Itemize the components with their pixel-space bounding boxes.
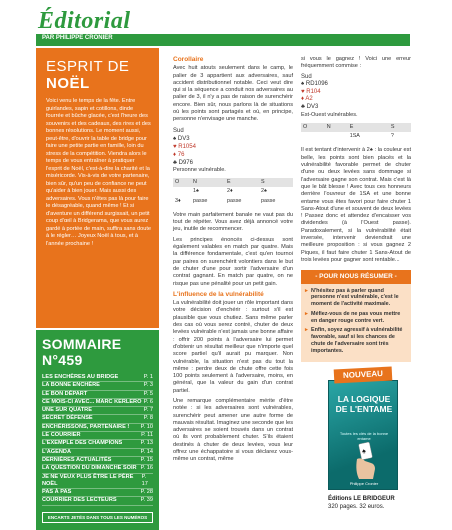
toc-item[interactable] xyxy=(42,432,153,440)
summary-box xyxy=(301,270,411,361)
byline: PAR PHILIPPE CRONIER xyxy=(42,35,113,41)
toc-page: P. 14 xyxy=(140,448,153,455)
article-column-right xyxy=(301,56,411,362)
toc-page: P. 1 xyxy=(143,374,153,380)
article-column-middle xyxy=(173,56,293,467)
toc-label: LES ENCHÈRES AU BRIDGE xyxy=(42,374,119,380)
intro-title-bold: NOËL xyxy=(46,75,90,92)
toc-item[interactable] xyxy=(42,497,153,505)
toc-item[interactable] xyxy=(42,474,153,490)
auction-header: E xyxy=(348,123,389,132)
toc-item[interactable] xyxy=(42,391,153,399)
bridge-hand xyxy=(301,74,411,112)
toc-page: P. 39 xyxy=(140,497,153,504)
auction-cell: 2♠ xyxy=(260,188,267,195)
toc-item[interactable] xyxy=(42,449,153,457)
toc-item[interactable] xyxy=(42,415,153,423)
toc-item[interactable] xyxy=(42,465,153,473)
sommaire-title xyxy=(42,336,153,368)
hand-holding-card-icon xyxy=(351,441,379,481)
issue-number: N°459 xyxy=(42,352,83,368)
toc-label: CE MOIS-CI AVEC... MARC KERLERO xyxy=(42,398,142,405)
auction-cell xyxy=(301,132,325,141)
toc-label: UNE SUR QUATRE xyxy=(42,407,92,414)
intro-text: Voici venu le temps de la fête. Entre guirlandes, sapin et cotillons, dinde fourrée et bûche glacée, c'est l'heure des souvenirs et des cadeaux, des rires et des bonnes résolutions. Le moment aussi, peut-être, d'ouvrir la table de bridge pour faire une petite partie en famille, loin du stress de la compétition. Viendra alors le temps de vous entraîner à pratiquer l'esprit de Noël, c'est-à-dire la charité et la miséricorde. Vis-à-vis de votre partenaire, bien sûr, qu'un peu de confiance ne peut qu'aider à bien jouer. Mais aussi des adversaires. Vous n'êtes pas là pour faire le désagréable, quand même ! Et si d'aventure un différend surgissait, un petit coup d'œil à Bridgerama, que vous aurez gardé à portée de main, suffira sans doute à le régler… Joyeux Noël à tous, et à l'année prochaine ! xyxy=(46,98,152,247)
auction-cell: passe xyxy=(193,197,208,204)
auction-cell: passe xyxy=(260,197,276,204)
toc-label: LE COURRIER xyxy=(42,432,81,439)
summary-item: ▸ Méfiez-vous de ne pas vous mettre en danger rouge contre vert. xyxy=(305,311,407,325)
toc-label: JE NE VEUX PLUS ÊTRE LE PÈRE NOËL xyxy=(42,473,134,487)
auction-header: O xyxy=(173,178,191,187)
summary-item: ▸ N'hésitez pas à parler quand personne n'est vulnérable, c'est le moment de l'activité maximale. xyxy=(305,288,407,308)
toc-label: LA BONNE ENCHÈRE xyxy=(42,382,100,389)
paragraph: Une remarque complémentaire mérite d'être notée : si les adversaires sont vulnérables, surenchérir peut amener une autre forme de mauvais résultat. Imaginez une seconde que les adversaires se soient trouvés dans un contrat où ils vont probablement chuter. S'ils étaient destinés à chuter de deux levées, vous leur offrez une échappatoire si vous déclarez vous-même un contrat, même xyxy=(173,397,293,463)
toc-page: P. 8 xyxy=(143,415,153,422)
toc-page: P. 6 xyxy=(143,398,153,405)
toc-list xyxy=(42,374,153,506)
summary-item: ▸ Enfin, soyez agressif à vulnérabilité favorable, sauf si les chances de chute de l'adversaire sont très importantes. xyxy=(305,327,407,354)
table-of-contents xyxy=(36,330,159,530)
page-title: Éditorial xyxy=(38,8,131,34)
section-heading: L'influence de la vulnérabilité xyxy=(173,290,264,298)
auction-table xyxy=(173,178,293,206)
hand-clubs: ♣ DV3 xyxy=(301,103,319,110)
sommaire-label: SOMMAIRE xyxy=(42,336,122,352)
section-heading: Corollaire xyxy=(173,56,204,63)
byline-bar xyxy=(36,34,410,46)
toc-label: DERNIÈRES ACTUALITÉS xyxy=(42,456,112,463)
vulnerability-note: Personne vulnérable. xyxy=(173,166,226,173)
toc-label: ENCHÉRISSONS, PARTENAIRE ! xyxy=(42,423,130,430)
toc-label: PAS À PAS xyxy=(42,489,72,496)
toc-label: L'AGENDA xyxy=(42,448,71,455)
book-subtitle: Toutes les clés de la bonne entame xyxy=(339,431,389,441)
paragraph: Votre main parfaitement banale ne vaut pas du tout de répéter. Vous avez déjà annoncé votre jeu, inutile de recommencer. xyxy=(173,211,293,233)
auction-cell: 3♦ xyxy=(175,197,181,204)
paragraph: Avec huit atouts seulement dans le camp, le palier de 3 appartient aux adversaires, sauf accident distributionnel notable. Ceci veut dire qui si la séquence a conduit nos adversaires au palier de 3, il n'y a pas de raison de surenchérir encore. Bien sûr, nous parlons là de situations où les points sont partagés et où, en principe, personne n'envisage une manche. xyxy=(173,65,293,123)
toc-page: P. 10 xyxy=(140,423,153,430)
book-cover xyxy=(328,380,398,490)
hand-spades: ♠ RD1096 xyxy=(301,81,328,88)
hand-diamonds: ♦ A2 xyxy=(301,96,313,103)
toc-page: P. 15 xyxy=(140,456,153,463)
book-title: LA LOGIQUE DE L'ENTAME xyxy=(335,394,393,414)
paragraph: si vous le gagnez ! Voici une erreur fréquemment commise : xyxy=(301,56,411,70)
hand-diamonds: ♦ 76 xyxy=(173,151,185,158)
auction-header: O xyxy=(301,123,325,132)
auction-table xyxy=(301,123,411,142)
advert-caption xyxy=(328,496,418,511)
hand-label: Sud xyxy=(173,127,184,134)
auction-header: N xyxy=(191,178,225,187)
bridge-hand xyxy=(173,127,293,167)
intro-title-pre: ESPRIT DE xyxy=(46,58,130,75)
toc-page: P. 11 xyxy=(141,432,153,439)
toc-label: COURRIER DES LECTEURS xyxy=(42,497,117,504)
toc-page: P. 16 xyxy=(140,465,153,472)
toc-page: P. 28 xyxy=(140,489,153,496)
auction-header: S xyxy=(259,178,293,187)
summary-list xyxy=(301,284,411,362)
auction-cell: 1SA xyxy=(349,133,360,140)
toc-item[interactable] xyxy=(42,457,153,465)
summary-title: - POUR NOUS RÉSUMER - xyxy=(301,270,411,283)
new-badge: NOUVEAU xyxy=(334,366,393,383)
auction-cell: 1♠ xyxy=(193,188,199,195)
price-info: 320 pages. 32 euros. xyxy=(328,503,385,510)
sommaire-footer-button[interactable]: ENCARTS JETÉS DANS TOUS LES NUMÉROS xyxy=(42,512,153,523)
vulnerability-note: Est-Ouest vulnérables. xyxy=(301,111,358,118)
auction-cell: 2♦ xyxy=(227,188,233,195)
hand-spades: ♠ DV3 xyxy=(173,135,190,142)
toc-item[interactable] xyxy=(42,489,153,497)
auction-header: N xyxy=(325,123,348,132)
book-author: Philippe Cronier xyxy=(349,481,379,486)
hand-hearts: ♥ R104 xyxy=(301,88,321,95)
intro-title xyxy=(46,58,151,92)
paragraph: La vulnérabilité doit jouer un rôle important dans votre décision d'enchérir : surtout s'il est plausible que vous chutiez. Sans même parler des cas où vous serez contré, chuter de deux levées vulnérable n'est jamais une bonne affaire : offrir 200 points à l'adversaire lui permet d'obtenir un résultat meilleur que n'importe quel score partiel qu'il aurait pu marquer. Non vulnérable, la situation n'est pas du tout la même : perdre deux de chute offre cette fois 100 points seulement à l'adversaire, moins, en général, que la valeur du gain d'un contrat partiel. xyxy=(173,300,293,394)
paragraph: Il est tentant d'intervenir à 2♠ : la couleur est belle, les points sont bien placés et la vulnérabilité favorable permet de chuter d'une ou deux levées sans dommage si l'adversaire gagne son contrat. Mais c'est là que le bât blesse ! Avec tous ces honneurs derrière l'ouvreur de 1SA et une bonne entame vous êtes favori pour faire chuter 1 Sans-Atout d'une et souvent de deux levées ! Passez donc et attendez d'encaisser vos dividendes (à l'Ouest passe). Paradoxalement, si la vulnérabilité était inversée, intervenir deviendrait une meilleure proposition : si vous gagnez 2 Piques, il faut faire chuter 1 Sans-Atout de trois levées pour gagner sont rentable... xyxy=(301,147,411,263)
toc-label: LA QUESTION DU DIMANCHE SOIR xyxy=(42,465,137,472)
publisher: Éditions LE BRIDGEUR xyxy=(328,496,395,502)
auction-header: E xyxy=(225,178,259,187)
editorial-intro-box xyxy=(36,48,159,328)
toc-label: L'EXEMPLE DES CHAMPIONS xyxy=(42,440,123,447)
toc-page: P. 5 xyxy=(143,390,153,397)
paragraph: Les principes énoncés ci-dessus sont également valables en match par quatre. Mais la différence fondamentale, c'est qu'en tournoi par paires on surenchérit volontiers dans le but de chuter d'une pour sortir l'adversaire d'un contrat gagnant. En match par quatre, on ne risque pas une pénalité pour un petit gain. xyxy=(173,236,293,287)
toc-page: P. 13 xyxy=(140,440,153,447)
auction-cell xyxy=(325,132,348,141)
toc-page: P. 7 xyxy=(143,407,153,414)
svg-text:♠: ♠ xyxy=(361,447,367,456)
toc-item[interactable] xyxy=(42,424,153,432)
hand-label: Sud xyxy=(301,73,312,80)
auction-cell: passe xyxy=(227,197,242,204)
hand-hearts: ♥ R1054 xyxy=(173,143,196,150)
toc-label: LE BON DÉPART xyxy=(42,390,88,397)
hand-clubs: ♣ D976 xyxy=(173,159,193,166)
toc-page: P. 3 xyxy=(143,382,153,389)
auction-cell: ? xyxy=(390,133,394,140)
toc-item[interactable] xyxy=(42,382,153,390)
toc-label: SECRET DÉFENSE xyxy=(42,415,93,422)
auction-cell xyxy=(173,187,191,196)
toc-item[interactable] xyxy=(42,399,153,407)
toc-page: P. 17 xyxy=(141,473,148,487)
auction-header: S xyxy=(389,123,411,132)
toc-item[interactable] xyxy=(42,440,153,448)
